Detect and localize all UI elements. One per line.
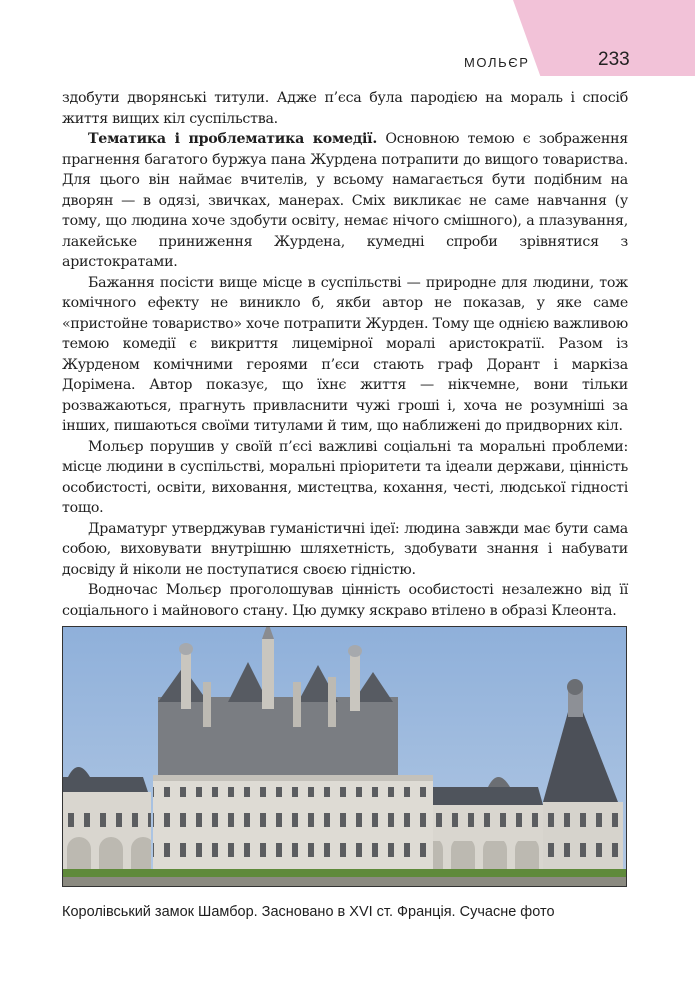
moat-wall [63,877,627,887]
paragraph: Мольєр порушив у своїй п’єсі важливі соціальні та моральні проблеми: місце людини в суспільстві, моральні пріоритети та ідеали держави, цінність особистості, освіти, виховання, мистецтва, кохання, честі, людської гідності тощо. [62,438,628,516]
paragraph: Драматург утверджував гуманістичні ідеї: людина завжди має бути сама собою, виховувати внутрішню шляхетність, здобувати знання і набувати досвіду й ніколи не поступатися своєю гідністю. [62,520,628,578]
section-heading: Тематика і проблематика комедії. [88,131,378,147]
castle-photo [62,626,627,887]
paragraph: здобути дворянські титули. Адже п’єса була пародією на мораль і спосіб життя вищих кіл суспільства. [62,90,628,127]
paragraph: Бажання посісти вище місце в суспільстві — природне для людини, тож комічного ефекту не виникло б, якби автор не показав, у яке саме «пристойне товариство» хоче потрапити Журден. Тому ще однією важливою темою комедії є викриття лицемірної моралі аристократії. Разом із Журденом комічними героями п’єси стають граф Дорант і маркіза Дорімена. Автор показує, що їхнє життя — нікчемне, вони тільки розважаються, прагнуть привласнити чужі гроші і, хоча не розумніші за інших, пишаються своїми титулами й тим, що наближені до придворних кіл. [62,274,628,434]
figure-caption: Королівський замок Шамбор. Засновано в XVI ст. Франція. Сучасне фото [62,904,555,920]
running-head: МОЛЬЄР [464,55,530,70]
page-number: 233 [598,49,630,70]
castle-illustration [63,627,627,887]
right-wing [433,777,543,872]
paragraph: Водночас Мольєр проголошував цінність особистості незалежно від її соціального і майнового стану. Цю думку яскраво втілено в образі Клеонта. [62,582,628,619]
body-text [62,88,628,621]
paragraph: Тематика і проблематика комедії. Основною темою є зображення прагнення багатого буржуа пана Журдена потрапити до вищого товариства. Для цього він наймає вчителів, у всьому намагається бути подібним на дворян — в одязі, звичках, манерах. Сміх викликає не саме навчання (у тому, що людина хоче здобути освіту, немає нічого смішного), а плазування, лакейське приниження Журдена, кумедні спроби зрівнятися з аристократами. [62,131,628,270]
left-wing [63,767,151,872]
lawn [63,869,627,877]
